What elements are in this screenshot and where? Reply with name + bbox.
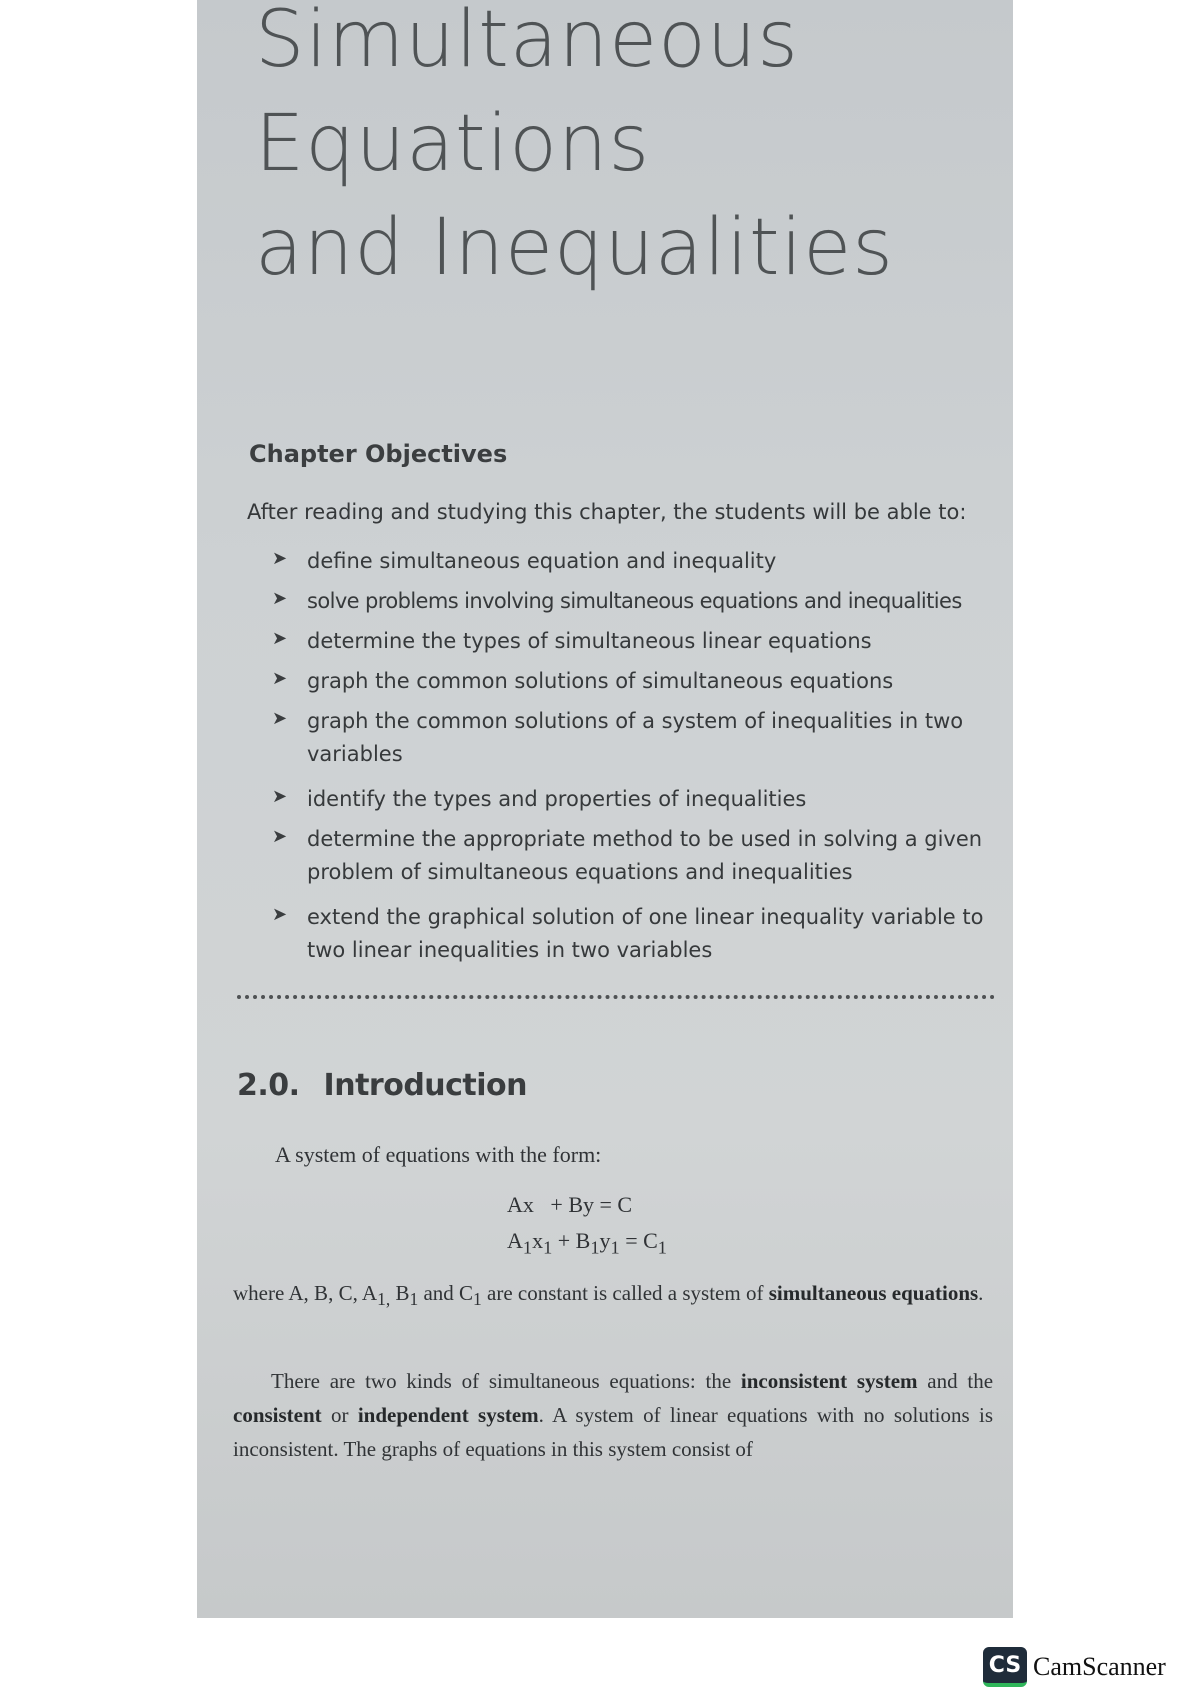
eq-operator: + xyxy=(557,1228,571,1253)
eq-operator: = xyxy=(625,1228,638,1253)
objective-text: graph the common solutions of a system of inequalities in two variables xyxy=(307,709,964,766)
eq-term: x xyxy=(532,1228,544,1253)
eq-term: Ax xyxy=(507,1192,534,1217)
para-subscript: 1, xyxy=(377,1289,391,1310)
para-bold-term: simultaneous equations xyxy=(768,1281,979,1305)
para-bold-term: consistent xyxy=(233,1403,322,1427)
section-heading xyxy=(237,1068,527,1103)
arrow-bullet-icon: ➤ xyxy=(272,904,288,925)
eq-subscript: 1 xyxy=(610,1237,620,1258)
dotted-divider xyxy=(237,995,995,999)
equation-2 xyxy=(507,1228,667,1258)
arrow-bullet-icon: ➤ xyxy=(272,668,288,689)
eq-subscript: 1 xyxy=(522,1237,533,1258)
chapter-title xyxy=(255,0,894,300)
chapter-title-line: and Inequalities xyxy=(255,203,894,293)
para-text: There are two kinds of simultaneous equations: the xyxy=(271,1369,732,1393)
eq-term: y xyxy=(599,1228,611,1253)
para-text: or xyxy=(331,1403,349,1427)
eq-subscript: 1 xyxy=(657,1237,667,1258)
para-text: and the xyxy=(927,1369,994,1393)
arrow-bullet-icon: ➤ xyxy=(272,786,288,807)
eq-term: C xyxy=(617,1192,633,1217)
section-number: 2.0. xyxy=(237,1068,300,1103)
para-text: . xyxy=(978,1281,984,1305)
para-text: B xyxy=(395,1281,410,1305)
objectives-heading: Chapter Objectives xyxy=(249,440,508,468)
objective-text: extend the graphical solution of one linear inequality variable to two linear inequalities in two variables xyxy=(307,905,984,962)
objective-text: determine the appropriate method to be used in solving a given problem of simultaneous equations and inequalities xyxy=(307,827,983,884)
para-text: and C xyxy=(423,1281,474,1305)
para-subscript: 1 xyxy=(473,1289,482,1310)
eq-term: By xyxy=(568,1192,594,1217)
eq-operator: + xyxy=(550,1192,563,1217)
equation-1 xyxy=(507,1192,632,1218)
chapter-title-line: Equations xyxy=(255,99,651,189)
eq-term: C xyxy=(643,1228,658,1253)
arrow-bullet-icon: ➤ xyxy=(272,588,288,609)
eq-subscript: 1 xyxy=(543,1237,553,1258)
arrow-bullet-icon: ➤ xyxy=(272,628,288,649)
para-text: are constant is called a system of xyxy=(487,1281,764,1305)
objective-text: determine the types of simultaneous linear equations xyxy=(307,629,872,653)
eq-operator: = xyxy=(599,1192,612,1217)
definition-paragraph xyxy=(233,1276,993,1316)
arrow-bullet-icon: ➤ xyxy=(272,826,288,847)
eq-term: A xyxy=(507,1228,523,1253)
eq-subscript: 1 xyxy=(590,1237,600,1258)
para-bold-term: inconsistent system xyxy=(740,1369,918,1393)
arrow-bullet-icon: ➤ xyxy=(272,708,288,729)
camscanner-name: CamScanner xyxy=(1033,1652,1166,1681)
camscanner-logo-icon: CS xyxy=(983,1647,1027,1687)
para-text: where A, B, C, A xyxy=(233,1281,378,1305)
objective-text: define simultaneous equation and inequality xyxy=(307,549,777,573)
chapter-title-line: Simultaneous xyxy=(255,0,799,85)
objective-text: graph the common solutions of simultaneous equations xyxy=(307,669,894,693)
objectives-intro: After reading and studying this chapter, the students will be able to: xyxy=(247,500,967,524)
objective-text: solve problems involving simultaneous equations and inequalities xyxy=(307,589,962,613)
arrow-bullet-icon: ➤ xyxy=(272,548,288,569)
para-subscript: 1 xyxy=(409,1289,419,1310)
camscanner-watermark xyxy=(983,1647,1166,1687)
section-title: Introduction xyxy=(323,1068,528,1103)
objective-text: identify the types and properties of inequalities xyxy=(307,787,807,811)
section-intro-line: A system of equations with the form: xyxy=(275,1142,602,1167)
para-bold-term: independent system xyxy=(357,1403,539,1427)
scanned-page xyxy=(197,0,1013,1618)
para-text: . A system of linear equations with no solutions is inconsistent. The graphs of equations in this system consist of xyxy=(233,1403,993,1461)
kinds-paragraph xyxy=(233,1364,993,1466)
eq-term: B xyxy=(575,1228,591,1253)
